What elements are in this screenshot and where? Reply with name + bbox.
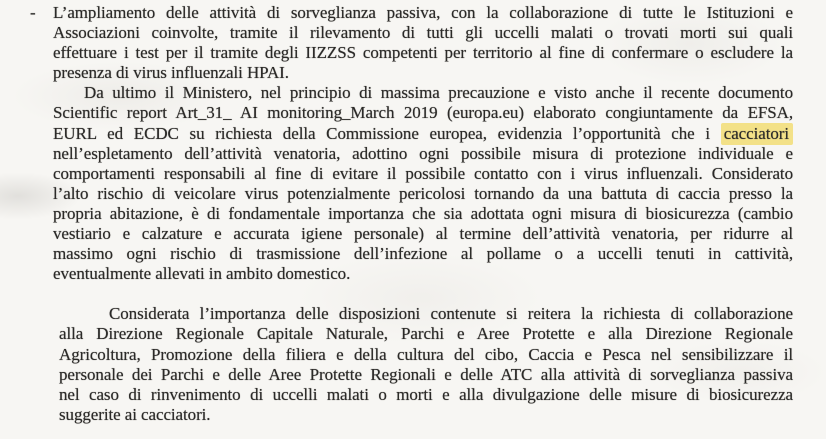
list-dash-marker: - xyxy=(30,3,36,22)
text-line: Associazioni coinvolte, tramite il rilevamento di tutti gli uccelli malati o trovati morti sui quali xyxy=(53,23,793,43)
text-line-with-highlight xyxy=(53,124,793,144)
paragraph-surveillance xyxy=(53,3,793,83)
text-line: suggerite ai cacciatori. xyxy=(59,404,211,424)
text-line: alla Direzione Regionale Capitale Naturale, Parchi e Aree Protette e alla Direzione Regionale xyxy=(59,324,793,344)
text-line: propria abitazione, è di fondamentale importanza che sia adottata ogni misura di biosicurezza (cambio xyxy=(53,203,793,223)
text-line: presenza di virus influenzali HPAI. xyxy=(53,63,289,83)
text-line: massimo ogni rischio di trasmissione dell’infezione al pollame o a uccelli tenuti in cattività, xyxy=(53,244,793,264)
text-line: comportamenti responsabili al fine di evitare il possibile contatto con i virus influenzali. Considerato xyxy=(53,163,793,183)
text-line: Scientific report Art_31_ AI monitoring_March 2019 (europa.eu) elaborato congiuntamente da EFSA, xyxy=(53,103,793,123)
text-line: eventualmente allevati in ambito domestico. xyxy=(53,264,351,284)
text-line: L’ampliamento delle attività di sorveglianza passiva, con la collaborazione di tutte le Istituzioni e xyxy=(53,3,793,22)
highlighted-term-cacciatori: cacciatori xyxy=(721,123,793,145)
text-line: effettuare i test per il tramite degli IIZZSS competenti per territorio al fine di confermare o escludere la xyxy=(53,43,793,63)
text-line: Da ultimo il Ministero, nel principio di massima precauzione e visto anche il recente documento xyxy=(84,83,793,103)
paragraph-ministry xyxy=(53,83,793,284)
text-line: nel caso di rinvenimento di uccelli malati o morti e alla divulgazione delle misure di biosicurezza xyxy=(59,384,793,404)
paragraph-collaboration-request xyxy=(59,304,793,425)
text-segment: EURL ed ECDC su richiesta della Commissione europea, evidenzia l’opportunità che i xyxy=(53,123,710,143)
text-line: personale dei Parchi e delle Aree Protette Regionali e delle ATC alla attività di sorveglianza passiva xyxy=(59,364,793,384)
text-line: vestiario e calzature e accurata igiene personale) al termine dell’attività venatoria, per ridurre al xyxy=(53,224,793,244)
text-line: Agricoltura, Promozione della filiera e della cultura del cibo, Caccia e Pesca nel sensibilizzare il xyxy=(59,344,793,364)
text-line: nell’espletamento dell’attività venatoria, adottino ogni possibile misura di protezione individuale e xyxy=(53,143,793,163)
text-line: Considerata l’importanza delle disposizioni contenute si reitera la richiesta di collaborazione xyxy=(109,304,793,324)
text-line: l’alto rischio di veicolare virus potenzialmente pericolosi tornando da una battuta di caccia presso la xyxy=(53,183,793,203)
